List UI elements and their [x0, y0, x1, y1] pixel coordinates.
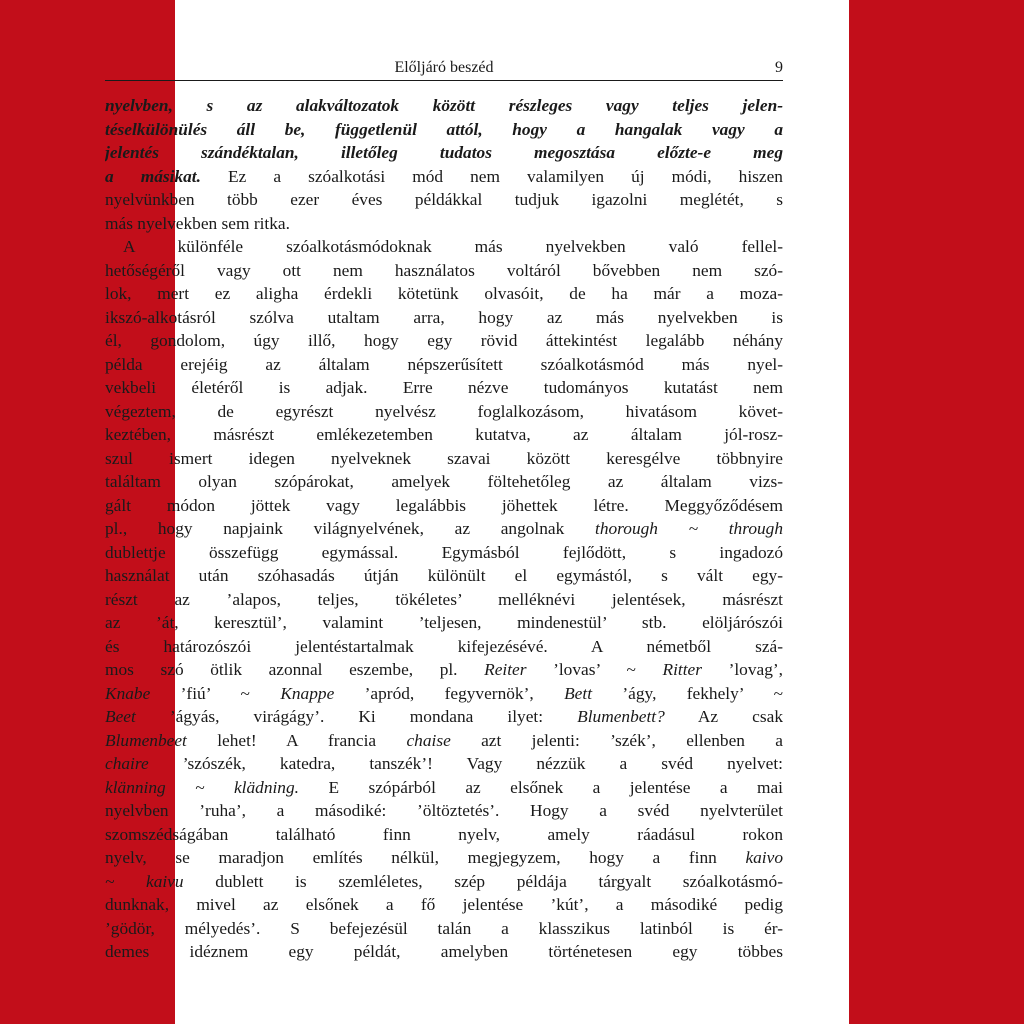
text-run: találtam olyan szópárokat, amelyek föltehetőleg az általam vizs-: [105, 472, 783, 491]
emphasis-run: jelentés szándéktalan, illetőleg tudatos megosztása előzte-e meg: [105, 143, 783, 162]
text-line: [105, 893, 783, 917]
emphasis-run: ~ kaivu: [105, 871, 184, 891]
text-run: él, gondolom, úgy illő, hogy egy rövid áttekintést legalább néhány: [105, 331, 783, 350]
text-run: és határozószói jelentéstartalmak kifejezésévé. A németből szá-: [105, 636, 783, 656]
text-line: [105, 353, 783, 377]
text-line: [105, 729, 783, 753]
text-line: [105, 141, 783, 165]
text-line: [105, 188, 783, 212]
text-run: szul ismert idegen nyelveknek szavai között keresgélve többnyire: [105, 448, 783, 468]
text-line: [105, 517, 783, 541]
text-run: ’ágyás, virágágy’. Ki mondana ilyet:: [135, 707, 578, 726]
text-run: pl., hogy napjaink világnyelvének, az angolnak: [105, 519, 595, 538]
text-run: dublettje összefügg egymással. Egymásból fejlődött, s ingadozó: [105, 542, 783, 562]
chapter-title: Előljáró beszéd: [394, 59, 494, 76]
text-run: dunknak, mivel az elsőnek a fő jelentése ’kút’, a másodiké pedig: [105, 895, 783, 914]
emphasis-run: Blumenbett?: [577, 707, 665, 726]
text-run: nyelv, se maradjon említés nélkül, megjegyzem, hogy a finn: [105, 848, 746, 867]
emphasis-run: chaire: [105, 754, 149, 773]
emphasis-run: Bett: [564, 683, 593, 703]
text-run: lehet! A francia: [186, 730, 407, 750]
text-run: nyelvben ’ruha’, a másodiké: ’öltöztetés’. Hogy a svéd nyelvterület: [105, 801, 783, 820]
text-run: A különféle szóalkotásmódoknak más nyelvekben való fellel-: [123, 237, 783, 256]
text-line: [105, 400, 783, 424]
text-run: hetőségéről vagy ott nem használatos voltáról bővebben nem szó-: [105, 260, 783, 280]
emphasis-run: klänning ~ klädning.: [105, 777, 299, 797]
text-line: [105, 564, 783, 588]
text-line: [105, 423, 783, 447]
emphasis-run: Knabe: [105, 683, 151, 703]
page-number: 9: [775, 59, 783, 76]
text-line: [105, 470, 783, 494]
text-run: lok, mert ez aligha érdekli kötetünk olvasóit, de ha már a moza-: [105, 284, 783, 303]
text-line: [105, 165, 783, 189]
text-line: [105, 658, 783, 682]
text-run: ’fiú’ ~: [150, 683, 281, 703]
text-line: [105, 682, 783, 706]
text-line: [105, 705, 783, 729]
text-run: demes idéznem egy példát, amelyben történetesen egy többes: [105, 942, 783, 961]
text-line: [105, 611, 783, 635]
text-line: [105, 306, 783, 330]
text-run: vekbeli életéről is adjak. Erre nézve tudományos kutatást nem: [105, 378, 783, 397]
text-line: [105, 776, 783, 800]
text-run: ’lovas’ ~: [526, 660, 663, 679]
text-line: [105, 212, 783, 236]
emphasis-run: a másikat.: [105, 166, 201, 186]
text-line: [105, 329, 783, 353]
emphasis-run: Ritter: [662, 660, 702, 679]
text-run: szomszédságában található finn nyelv, amely ráadásul rokon: [105, 824, 783, 844]
text-run: ’szószék, katedra, tanszék’! Vagy nézzük a svéd nyelvet:: [148, 754, 783, 773]
text-line: [105, 588, 783, 612]
text-line: [105, 752, 783, 776]
text-line: [105, 494, 783, 518]
text-line: [105, 940, 783, 964]
text-run: Ez a szóalkotási mód nem valamilyen új módi, hiszen: [200, 166, 783, 186]
text-run: azt jelenti: ’szék’, ellenben a: [450, 730, 783, 750]
text-run: az ’át, keresztül’, valamint ’teljesen, mindenestül’ stb. elöljárószói: [105, 613, 783, 632]
text-run: részt az ’alapos, teljes, tökéletes’ melléknévi jelentések, másrészt: [105, 589, 783, 609]
running-header: [105, 58, 783, 81]
emphasis-run: Beet: [105, 707, 136, 726]
text-run: más nyelvekben sem ritka.: [105, 213, 290, 233]
text-line: [105, 118, 783, 142]
body-text: [105, 94, 783, 964]
text-run: ’gödör, mélyedés’. S befejezésül talán a klasszikus latinból is ér-: [105, 918, 783, 938]
text-run: keztében, másrészt emlékezetemben kutatva, az általam jól-rosz-: [105, 425, 783, 444]
text-line: [105, 447, 783, 471]
text-run: használat után szóhasadás útján különült el egymástól, s vált egy-: [105, 566, 783, 585]
text-run: nyelvünkben több ezer éves példákkal tudjuk igazolni meglétét, s: [105, 190, 783, 209]
emphasis-run: Knappe: [280, 683, 335, 703]
text-run: gált módon jöttek vagy legalábbis jöhettek létre. Meggyőződésem: [105, 495, 783, 515]
text-run: végeztem, de egyrészt nyelvész foglalkozásom, hivatásom követ-: [105, 401, 783, 421]
text-run: Az csak: [664, 707, 783, 726]
text-run: E szópárból az elsőnek a jelentése a mai: [299, 777, 783, 797]
text-line: [105, 799, 783, 823]
text-line: [105, 259, 783, 283]
text-line: [105, 541, 783, 565]
text-run: ’lovag’,: [702, 660, 783, 679]
text-line: [105, 235, 783, 259]
emphasis-run: thorough ~ through: [595, 519, 783, 538]
text-line: [105, 635, 783, 659]
text-run: példa erejéig az általam népszerűsített szóalkotásmód más nyel-: [105, 354, 783, 374]
text-line: [105, 823, 783, 847]
text-run: dublett is szemléletes, szép példája tárgyalt szóalkotásmó-: [183, 871, 783, 891]
text-line: [105, 846, 783, 870]
emphasis-run: chaise: [406, 730, 451, 750]
emphasis-run: téselkülönülés áll be, függetlenül attól, hogy a hangalak vagy a: [105, 119, 783, 139]
text-line: [105, 376, 783, 400]
text-line: [105, 870, 783, 894]
text-run: ikszó-alkotásról szólva utaltam arra, hogy az más nyelvekben is: [105, 307, 783, 327]
emphasis-run: kaivo: [745, 848, 783, 867]
text-run: mos szó ötlik azonnal eszembe, pl.: [105, 660, 485, 679]
text-line: [105, 94, 783, 118]
emphasis-run: Blumenbeet: [105, 730, 187, 750]
text-line: [105, 282, 783, 306]
emphasis-run: Reiter: [484, 660, 527, 679]
text-line: [105, 917, 783, 941]
emphasis-run: nyelvben, s az alakváltozatok között részleges vagy teljes jelen-: [105, 96, 783, 115]
text-run: ’ágy, fekhely’ ~: [592, 683, 783, 703]
text-run: ’apród, fegyvernök’,: [334, 683, 565, 703]
